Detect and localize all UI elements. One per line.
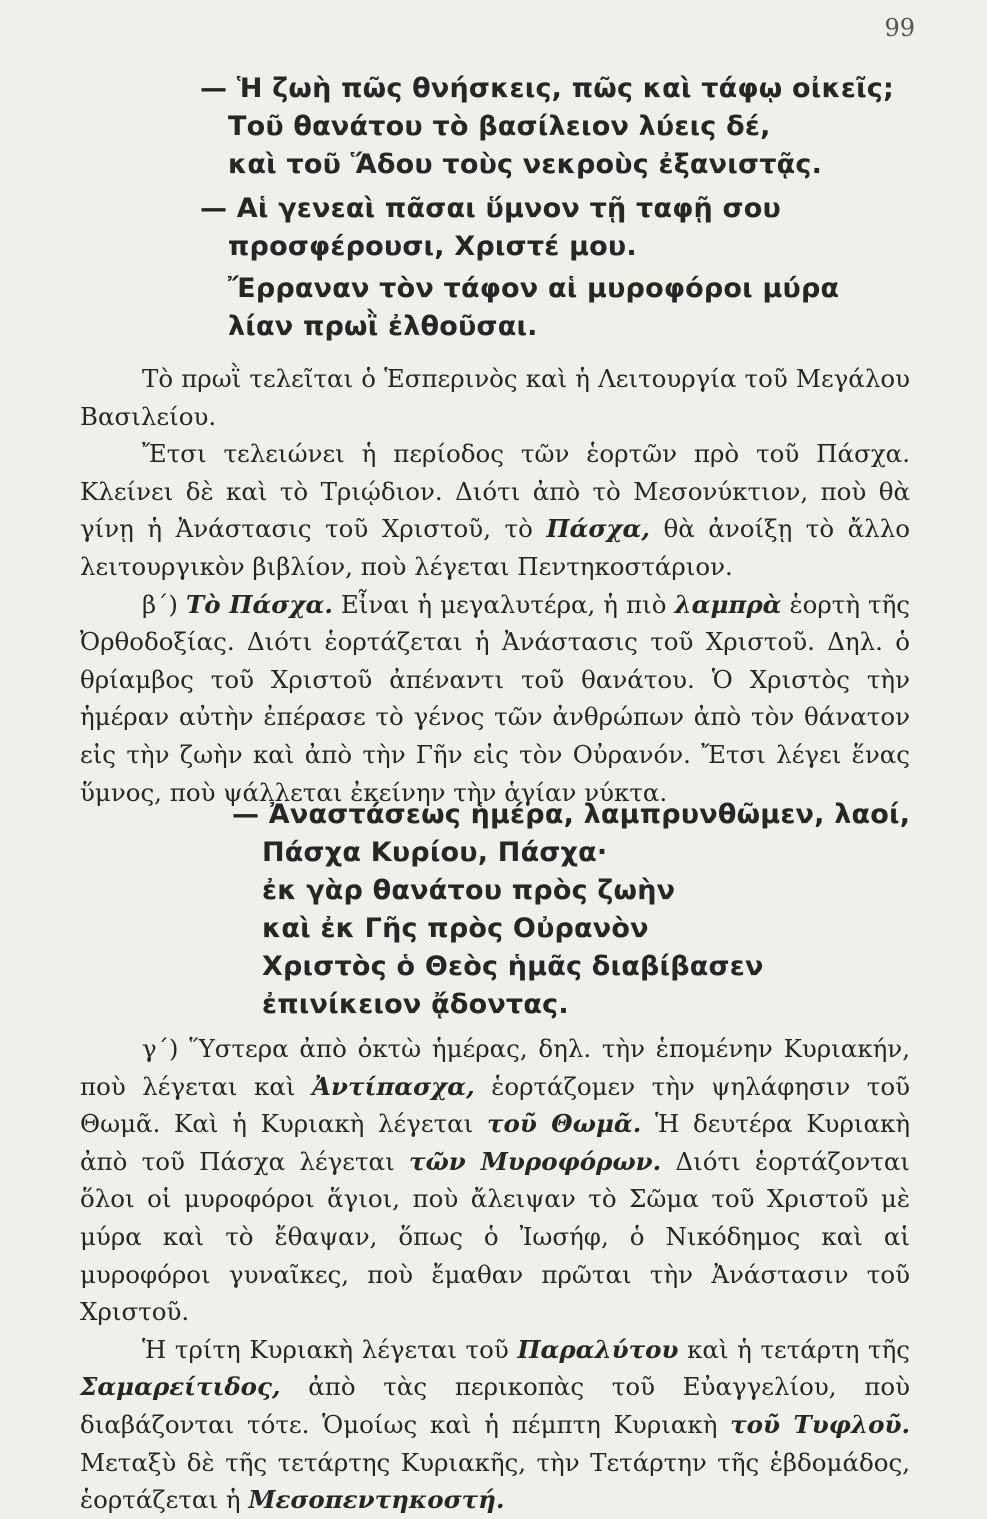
paragraph-sundays: Ἡ τρίτη Κυριακὴ λέγεται τοῦ Παραλύτου καὶ ἡ τετάρτη τῆς Σαμαρείτιδος, ἀπὸ τὰς περικοπὰς τοῦ Εὐαγγελίου, ποὺ διαβάζονται τότε. Ὁμοίως καὶ ἡ πέμπτη Κυριακὴ τοῦ Τυφλοῦ. Μεταξὺ δὲ τῆς τετάρτης Κυριακῆς, τὴν Τετάρτην τῆς ἑβδομάδος, ἑορτάζεται ἡ Μεσοπεντηκοστή.: [80, 1334, 910, 1515]
emphasis-lampra: λαμπρὰ: [674, 589, 782, 619]
hymn1-line-5: προσφέρουσι, Χριστέ μου.: [228, 231, 637, 262]
emphasis-mesopentekoste: Μεσοπεντηκοστή.: [248, 1485, 505, 1515]
paragraph-antipascha: γ΄) Ὕστερα ἀπὸ ὀκτὼ ἡμέρας, δηλ. τὴν ἑπομένην Κυριακήν, ποὺ λέγεται καὶ Ἀντίπασχα, ἑορτάζομεν τὴν ψηλάφησιν τοῦ Θωμᾶ. Καὶ ἡ Κυριακὴ λέγεται τοῦ Θωμᾶ. Ἡ δευτέρα Κυριακὴ ἀπὸ τοῦ Πάσχα λέγεται τῶν Μυροφόρων. Διότι ἑορτάζονται ὅλοι οἱ μυροφόροι ἅγιοι, ποὺ ἄλειψαν τὸ Σῶμα τοῦ Χριστοῦ μὲ μύρα καὶ τὸ ἔθαψαν, ὅπως ὁ Ἰωσήφ, ὁ Νικόδημος καὶ αἱ μυροφόροι γυναῖκες, ποὺ ἔμαθαν πρῶται τὴν Ἀνάστασιν τοῦ Χριστοῦ.: [80, 1034, 910, 1327]
emphasis-myrophoron: τῶν Μυροφόρων.: [408, 1146, 662, 1176]
page-number: 99: [884, 14, 915, 42]
emphasis-pascha: Πάσχα,: [546, 514, 650, 544]
emphasis-paralytou: Παραλύτου: [517, 1334, 679, 1364]
hymn2-line-3: ἐκ γὰρ θανάτου πρὸς ζωὴν: [262, 875, 676, 906]
hymn1-line-1: — Ἡ ζωὴ πῶς θνήσκεις, πῶς καὶ τάφῳ οἰκεῖς;: [200, 73, 894, 104]
prose-block-1: [80, 360, 910, 811]
hymn1-line-2: Τοῦ θανάτου τὸ βασίλειον λύεις δέ,: [228, 111, 771, 142]
paragraph-triodion: Ἔτσι τελειώνει ἡ περίοδος τῶν ἑορτῶν πρὸ τοῦ Πάσχα. Κλείνει δὲ καὶ τὸ Τριῴδιον. Διότι ἀπὸ τὸ Μεσονύκτιον, ποὺ θὰ γίνῃ ἡ Ἀνάστασις τοῦ Χριστοῦ, τὸ Πάσχα, θὰ ἀνοίξῃ τὸ ἄλλο λειτουργικὸν βιβλίον, ποὺ λέγεται Πεντηκοστάριον.: [80, 439, 910, 581]
paragraph-vespers: Τὸ πρωῒ τελεῖται ὁ Ἑσπερινὸς καὶ ἡ Λειτουργία τοῦ Μεγάλου Βασιλείου.: [80, 364, 910, 431]
emphasis-typhlou: τοῦ Τυφλοῦ.: [730, 1409, 910, 1439]
hymn2-line-6: ἐπινίκειον ᾄδοντας.: [262, 989, 569, 1020]
prose-block-2: [80, 1030, 910, 1519]
hymn1-line-3: καὶ τοῦ Ἅδου τοὺς νεκροὺς ἐξανιστᾷς.: [228, 149, 823, 180]
emphasis-thomas: τοῦ Θωμᾶ.: [487, 1109, 642, 1139]
emphasis-antipascha: Ἀντίπασχα,: [311, 1071, 475, 1101]
section-heading-pascha: Τὸ Πάσχα.: [185, 589, 333, 619]
hymn2-line-5: Χριστὸς ὁ Θεὸς ἡμᾶς διαβίβασεν: [262, 951, 764, 982]
hymn2-line-2: Πάσχα Κυρίου, Πάσχα·: [262, 837, 608, 868]
emphasis-samareitidos: Σαμαρείτιδος,: [80, 1372, 281, 1402]
paragraph-pascha: β΄) Τὸ Πάσχα. Εἶναι ἡ μεγαλυτέρα, ἡ πιὸ λαμπρὰ ἑορτὴ τῆς Ὀρθοδοξίας. Διότι ἑορτάζεται ἡ Ἀνάστασις τοῦ Χριστοῦ. Δηλ. ὁ θρίαμβος τοῦ Χριστοῦ ἀπέναντι τοῦ θανάτου. Ὁ Χριστὸς τὴν ἡμέραν αὐτὴν ἐπέρασε τὸ γένος τῶν ἀνθρώπων ἀπὸ τὸν θάνατον εἰς τὴν ζωὴν καὶ ἀπὸ τὴν Γῆν εἰς τὸν Οὐρανόν. Ἔτσι λέγει ἕνας ὕμνος, ποὺ ψάλλεται ἐκείνην τὴν ἁγίαν νύκτα.: [80, 589, 910, 807]
hymn2-line-4: καὶ ἐκ Γῆς πρὸς Οὐρανὸν: [262, 913, 649, 944]
hymn1-line-4: — Αἱ γενεαὶ πᾶσαι ὕμνον τῇ ταφῇ σου: [200, 193, 781, 224]
hymn1-line-7: λίαν πρωῒ ἐλθοῦσαι.: [228, 311, 538, 342]
hymn2-line-1: — Ἀναστάσεως ἡμέρα, λαμπρυνθῶμεν, λαοί,: [232, 799, 911, 830]
hymn1-line-6: Ἔρραναν τὸν τάφον αἱ μυροφόροι μύρα: [228, 273, 840, 304]
